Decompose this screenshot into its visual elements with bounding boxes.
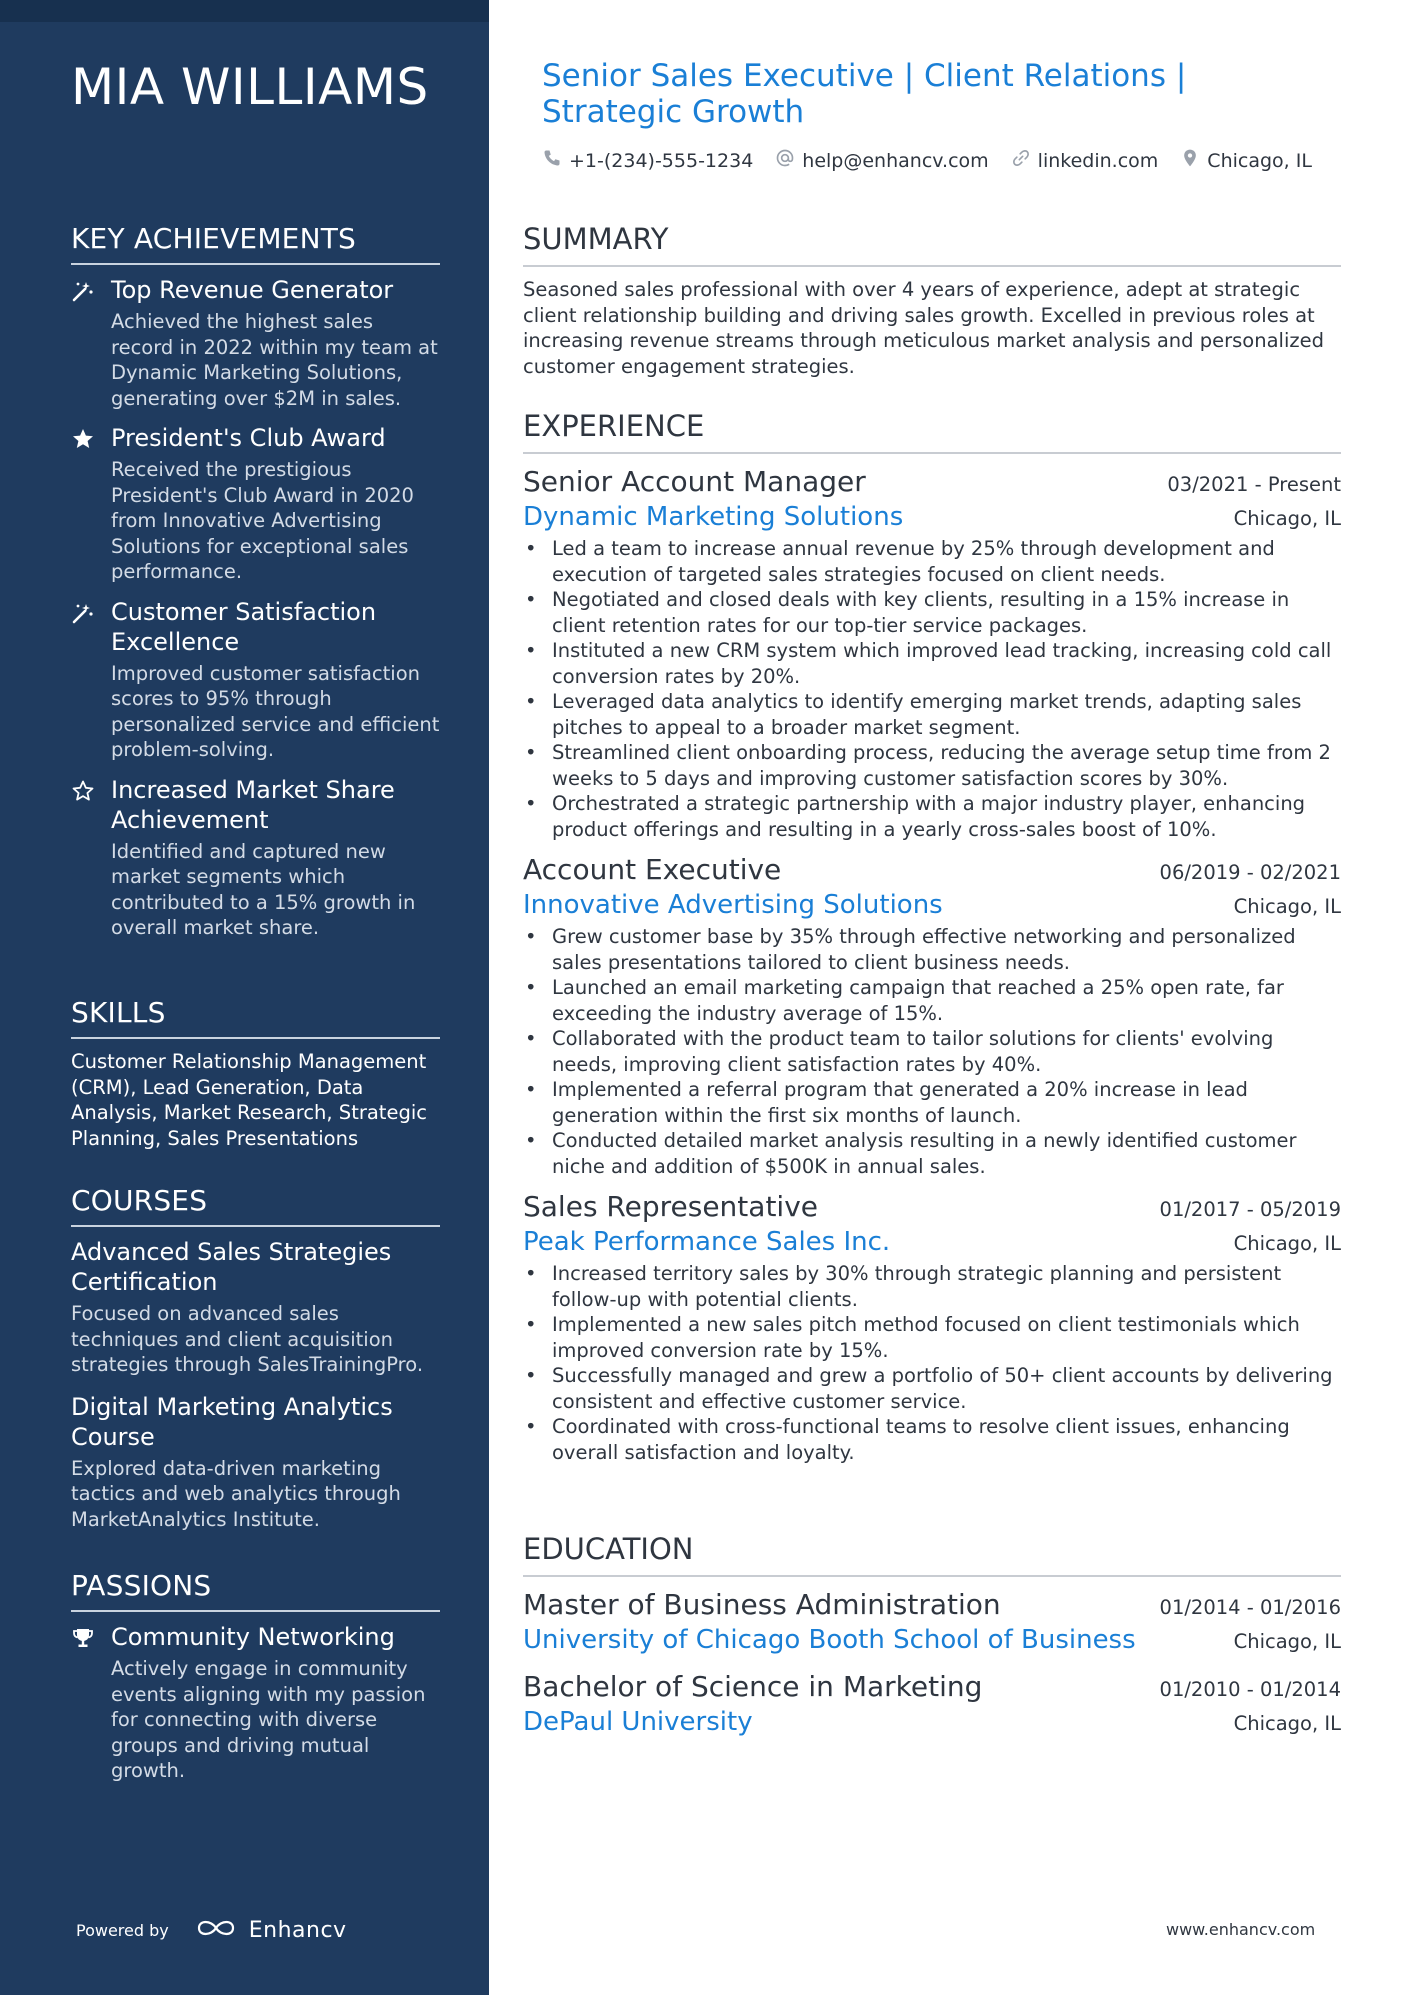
contact-email[interactable] — [775, 148, 988, 173]
achievement-title: Customer Satisfaction Excellence — [111, 597, 377, 656]
job-bullets — [523, 924, 1341, 1179]
contact-location — [1180, 148, 1312, 173]
achievement-desc: Achieved the highest sales record in 2022 within my team at Dynamic Marketing Solutions, generating over $2M in sales. — [111, 310, 438, 410]
job-title: Sales Representative — [523, 1190, 818, 1223]
bullet-item: • Coordinated with cross-functional teams to resolve client issues, enhancing overall satisfaction and loyalty. — [523, 1414, 1341, 1465]
skills-list: Customer Relationship Management (CRM), Lead Generation, Data Analysis, Market Research, Strategic Planning, Sales Presentations — [71, 1050, 427, 1150]
infinity-icon — [193, 1916, 239, 1944]
wand-icon — [71, 601, 95, 625]
summary-text: Seasoned sales professional with over 4 years of experience, adept at strategic client relationship building and driving sales growth. Excelled in previous roles at increasing revenue streams through meticulous market analysis and personalized customer engagement strategies. — [523, 278, 1324, 378]
bullet-item: • Led a team to increase annual revenue by 25% through development and execution of targeted sales strategies focused on client needs. — [523, 536, 1341, 587]
job-title: Account Executive — [523, 853, 782, 886]
linkedin-text: linkedin.com — [1037, 149, 1159, 172]
skills-title: SKILLS — [71, 996, 440, 1039]
achievement-title: President's Club Award — [111, 424, 386, 452]
education-entry — [523, 1669, 1341, 1739]
degree: Bachelor of Science in Marketing — [523, 1670, 983, 1703]
job-entry — [523, 1189, 1341, 1465]
experience-section — [523, 409, 1341, 1465]
passion-title: Community Networking — [111, 1623, 395, 1651]
job-location: Chicago, IL — [1233, 1232, 1341, 1255]
bullet-item: • Conducted detailed market analysis resulting in a newly identified customer niche and addition of $500K in annual sales. — [523, 1128, 1341, 1179]
experience-title: EXPERIENCE — [523, 409, 1341, 454]
passion-item — [71, 1622, 440, 1784]
job-dates: 01/2017 - 05/2019 — [1159, 1198, 1341, 1221]
star-outline-icon — [71, 779, 95, 803]
location-pin-icon — [1180, 148, 1200, 173]
bullet-item: • Leveraged data analytics to identify emerging market trends, adapting sales pitches to appeal to a broader market segment. — [523, 689, 1341, 740]
star-filled-icon — [71, 427, 95, 451]
job-entry — [523, 464, 1341, 842]
degree: Master of Business Administration — [523, 1588, 1001, 1621]
course-desc: Focused on advanced sales techniques and client acquisition strategies through SalesTrainingPro. — [71, 1302, 424, 1376]
trophy-icon — [71, 1626, 95, 1650]
job-entry — [523, 852, 1341, 1179]
bullet-item: • Launched an email marketing campaign that reached a 25% open rate, far exceeding the industry average of 15%. — [523, 975, 1341, 1026]
school[interactable]: University of Chicago Booth School of Business — [523, 1625, 1136, 1655]
passions-section — [71, 1569, 440, 1784]
skills-section — [71, 996, 440, 1151]
course-title: Digital Marketing Analytics Course — [71, 1392, 393, 1451]
education-dates: 01/2010 - 01/2014 — [1159, 1678, 1341, 1701]
achievement-item — [71, 275, 440, 411]
powered-by-label: Powered by — [76, 1920, 169, 1940]
bullet-item: • Successfully managed and grew a portfolio of 50+ client accounts by delivering consistent and effective customer service. — [523, 1363, 1341, 1414]
education-section — [523, 1532, 1341, 1739]
job-bullets — [523, 1261, 1341, 1465]
candidate-name: MIA WILLIAMS — [71, 58, 429, 116]
job-company[interactable]: Peak Performance Sales Inc. — [523, 1227, 891, 1257]
achievement-desc: Received the prestigious President's Club Award in 2020 from Innovative Advertising Solutions for exceptional sales performance. — [111, 458, 414, 583]
bullet-item: • Increased territory sales by 30% through strategic planning and persistent follow-up with potential clients. — [523, 1261, 1341, 1312]
link-icon — [1011, 148, 1031, 173]
footer-url[interactable]: www.enhancv.com — [1166, 1920, 1316, 1939]
education-location: Chicago, IL — [1233, 1712, 1341, 1735]
summary-section — [523, 222, 1341, 379]
education-title: EDUCATION — [523, 1532, 1341, 1577]
education-dates: 01/2014 - 01/2016 — [1159, 1596, 1341, 1619]
achievement-title: Increased Market Share Achievement — [111, 775, 395, 834]
job-location: Chicago, IL — [1233, 895, 1341, 918]
at-icon — [775, 148, 795, 173]
bullet-item: • Negotiated and closed deals with key clients, resulting in a 15% increase in client retention rates for our top-tier service packages. — [523, 587, 1341, 638]
location-text: Chicago, IL — [1207, 149, 1312, 172]
summary-title: SUMMARY — [523, 222, 1341, 267]
achievement-title: Top Revenue Generator — [111, 276, 394, 304]
job-title: Senior Account Manager — [523, 465, 866, 498]
courses-title: COURSES — [71, 1184, 440, 1227]
headline: Senior Sales Executive | Client Relations | Strategic Growth — [542, 58, 1187, 130]
job-dates: 06/2019 - 02/2021 — [1159, 861, 1341, 884]
sidebar-top-strip — [0, 0, 489, 22]
education-entry — [523, 1587, 1341, 1657]
course-desc: Explored data-driven marketing tactics and web analytics through MarketAnalytics Institute. — [71, 1456, 401, 1531]
achievement-item — [71, 775, 440, 941]
achievement-item — [71, 597, 440, 763]
brand-name: Enhancv — [248, 1917, 347, 1943]
bullet-item: • Streamlined client onboarding process, reducing the average setup time from 2 weeks to 5 days and improving customer satisfaction scores by 30%. — [523, 740, 1341, 791]
contact-phone[interactable] — [542, 148, 753, 173]
phone-text: +1-(234)-555-1234 — [569, 149, 754, 172]
enhancv-logo[interactable] — [193, 1916, 347, 1944]
achievement-desc: Improved customer satisfaction scores to 95% through personalized service and efficient problem-solving. — [111, 661, 440, 761]
sidebar — [0, 0, 489, 1995]
bullet-item: • Grew customer base by 35% through effective networking and personalized sales presentations tailored to client business needs. — [523, 924, 1341, 975]
achievements-title: KEY ACHIEVEMENTS — [71, 222, 440, 265]
bullet-item: • Instituted a new CRM system which improved lead tracking, increasing cold call conversion rates by 20%. — [523, 638, 1341, 689]
job-company[interactable]: Dynamic Marketing Solutions — [523, 502, 904, 532]
job-location: Chicago, IL — [1233, 507, 1341, 530]
passions-title: PASSIONS — [71, 1569, 440, 1612]
job-bullets — [523, 536, 1341, 842]
wand-icon — [71, 279, 95, 303]
passion-desc: Actively engage in community events aligning with my passion for connecting with diverse groups and driving mutual growth. — [111, 1657, 426, 1782]
bullet-item: • Implemented a new sales pitch method focused on client testimonials which improved conversion rate by 15%. — [523, 1312, 1341, 1363]
course-title: Advanced Sales Strategies Certification — [71, 1238, 392, 1296]
contact-bar — [542, 148, 1312, 173]
school[interactable]: DePaul University — [523, 1707, 753, 1737]
courses-section — [71, 1184, 440, 1532]
achievement-desc: Identified and captured new market segments which contributed to a 15% growth in overall market share. — [111, 839, 416, 939]
achievement-item — [71, 423, 440, 585]
job-company[interactable]: Innovative Advertising Solutions — [523, 890, 943, 920]
phone-icon — [542, 148, 562, 173]
course-item — [71, 1237, 440, 1378]
bullet-item: • Collaborated with the product team to tailor solutions for clients' evolving needs, improving client satisfaction rates by 40%. — [523, 1026, 1341, 1077]
course-item — [71, 1392, 440, 1533]
achievements-section — [71, 222, 440, 941]
powered-by — [76, 1916, 347, 1944]
job-dates: 03/2021 - Present — [1167, 473, 1341, 496]
email-text: help@enhancv.com — [802, 149, 989, 172]
contact-linkedin[interactable] — [1011, 148, 1159, 173]
education-location: Chicago, IL — [1233, 1630, 1341, 1653]
bullet-item: • Orchestrated a strategic partnership with a major industry player, enhancing product offerings and resulting in a yearly cross-sales boost of 10%. — [523, 791, 1341, 842]
bullet-item: • Implemented a referral program that generated a 20% increase in lead generation within the first six months of launch. — [523, 1077, 1341, 1128]
